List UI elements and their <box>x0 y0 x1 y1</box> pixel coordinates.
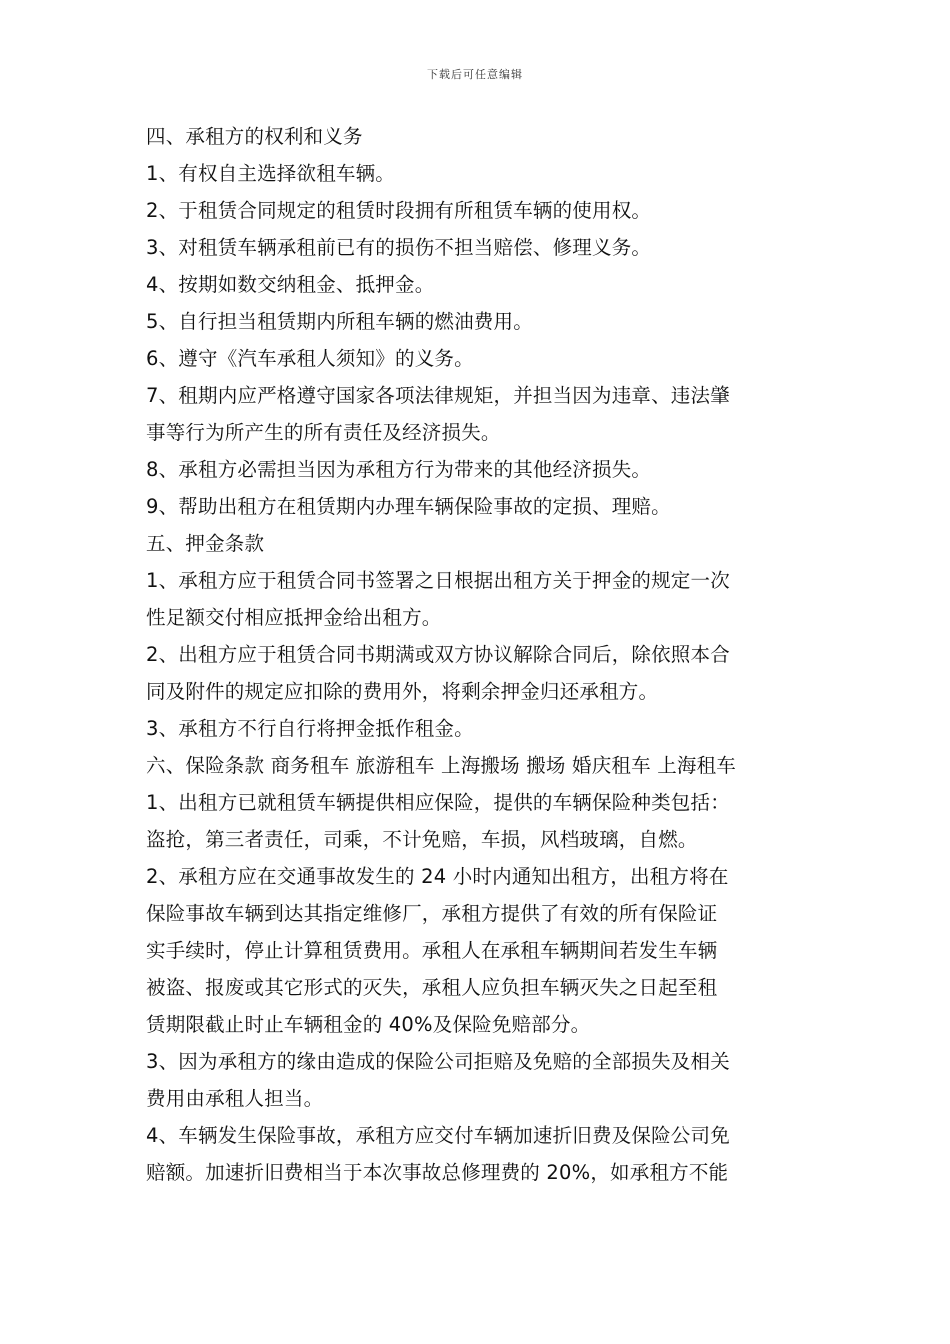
paragraph-line: 被盗、报废或其它形式的灭失，承租人应负担车辆灭失之日起至租 <box>146 976 718 999</box>
paragraph-line: 盗抢，第三者责任，司乘，不计免赔，车损，风档玻璃，自燃。 <box>146 828 698 851</box>
paragraph-line: 赁期限截止时止车辆租金的 40%及保险免赔部分。 <box>146 1013 591 1036</box>
paragraph-line: 1、承租方应于租赁合同书签署之日根据出租方关于押金的规定一次 <box>146 569 730 592</box>
paragraph-line: 5、自行担当租赁期内所租车辆的燃油费用。 <box>146 310 533 333</box>
paragraph-line: 8、承租方必需担当因为承租方行为带来的其他经济损失。 <box>146 458 652 481</box>
paragraph-line: 4、车辆发生保险事故，承租方应交付车辆加速折旧费及保险公司免 <box>146 1124 730 1147</box>
paragraph-line: 费用由承租人担当。 <box>146 1087 324 1110</box>
paragraph-line: 9、帮助出租方在租赁期内办理车辆保险事故的定损、理赔。 <box>146 495 671 518</box>
paragraph-line: 3、承租方不行自行将押金抵作租金。 <box>146 717 474 740</box>
paragraph-line: 2、承租方应在交通事故发生的 24 小时内通知出租方，出租方将在 <box>146 865 729 888</box>
paragraph-line: 2、出租方应于租赁合同书期满或双方协议解除合同后，除依照本合 <box>146 643 730 666</box>
paragraph-line: 6、遵守《汽车承租人须知》的义务。 <box>146 347 474 370</box>
paragraph-line: 7、租期内应严格遵守国家各项法律规矩，并担当因为违章、违法肇 <box>146 384 730 407</box>
page-header: 下载后可任意编辑 <box>427 68 523 81</box>
paragraph-line: 同及附件的规定应扣除的费用外，将剩余押金归还承租方。 <box>146 680 659 703</box>
paragraph-line: 4、按期如数交纳租金、抵押金。 <box>146 273 435 296</box>
paragraph-line: 性足额交付相应抵押金给出租方。 <box>146 606 442 629</box>
paragraph-line: 实手续时，停止计算租赁费用。承租人在承租车辆期间若发生车辆 <box>146 939 718 962</box>
paragraph-line: 3、对租赁车辆承租前已有的损伤不担当赔偿、修理义务。 <box>146 236 652 259</box>
paragraph-line: 1、有权自主选择欲租车辆。 <box>146 162 396 185</box>
paragraph-line: 赔额。加速折旧费相当于本次事故总修理费的 20%，如承租方不能 <box>146 1161 729 1184</box>
paragraph-line: 1、出租方已就租赁车辆提供相应保险，提供的车辆保险种类包括： <box>146 791 730 814</box>
paragraph-line: 事等行为所产生的所有责任及经济损失。 <box>146 421 501 444</box>
paragraph-line: 2、于租赁合同规定的租赁时段拥有所租赁车辆的使用权。 <box>146 199 652 222</box>
section-heading-deposit: 五、押金条款 <box>146 532 265 555</box>
paragraph-line: 3、因为承租方的缘由造成的保险公司拒赔及免赔的全部损失及相关 <box>146 1050 730 1073</box>
section-heading-tenant-rights: 四、承租方的权利和义务 <box>146 125 363 148</box>
paragraph-line: 保险事故车辆到达其指定维修厂，承租方提供了有效的所有保险证 <box>146 902 718 925</box>
document-body <box>146 118 816 1191</box>
section-heading-insurance: 六、保险条款 商务租车 旅游租车 上海搬场 搬场 婚庆租车 上海租车 <box>146 754 736 777</box>
